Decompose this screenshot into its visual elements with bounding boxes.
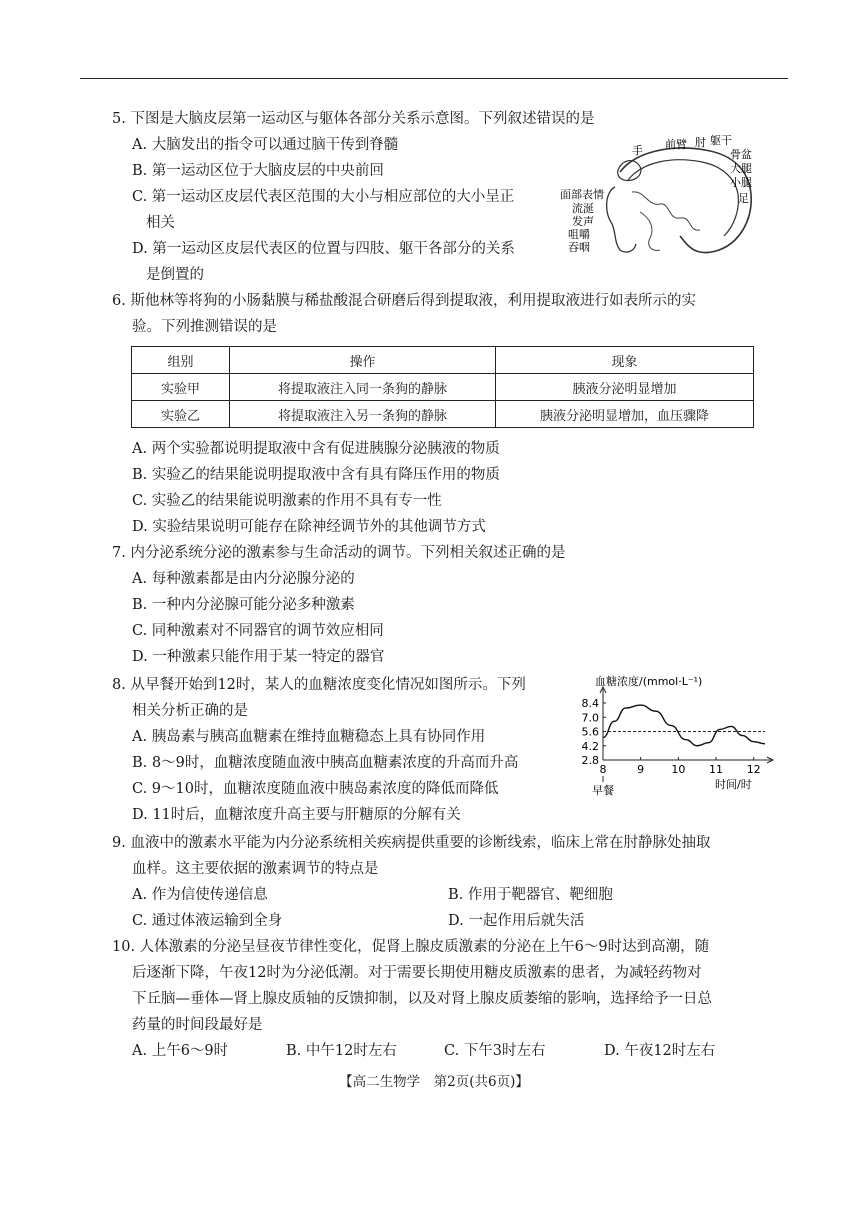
q10-option-c[interactable]: C. 下午3时左右 [444,1043,546,1059]
q7-option-c[interactable]: C. 同种激素对不同器官的调节效应相同 [132,623,384,639]
header-operation: 操作 [230,347,496,374]
question-6 [112,288,696,340]
q5-option-c[interactable]: C. 第一运动区皮层代表区范围的大小与相应部位的大小呈正 [132,189,515,205]
question-6-options [112,436,500,540]
header-rule [80,78,788,79]
q6-option-a[interactable]: A. 两个实验都说明提取液中含有促进胰腺分泌胰液的物质 [132,441,500,457]
label-elbow: 肘 [695,136,706,149]
x-tick-label: 12 [746,763,761,776]
table-cell: 实验乙 [132,401,230,428]
q5-option-d-cont: 是倒置的 [146,267,204,283]
q8-option-b[interactable]: B. 8～9时，血糖浓度随血液中胰高血糖素浓度的升高而升高 [132,755,519,771]
q8-stem-cont: 相关分析正确的是 [132,703,248,719]
q10-stem: 10. 人体激素的分泌呈昼夜节律性变化，促肾上腺皮质激素的分泌在上午6～9时达到高潮，随 [112,939,710,955]
q5-option-b[interactable]: B. 第一运动区位于大脑皮层的中央前回 [132,163,384,179]
q10-option-d[interactable]: D. 午夜12时左右 [604,1043,716,1059]
y-tick-label: 5.6 [581,725,599,739]
q5-option-c-cont: 相关 [146,215,175,231]
chart-xlabel: 时间/时 [715,778,752,791]
table-row [132,401,754,428]
q5-option-d[interactable]: D. 第一运动区皮层代表区的位置与四肢、躯干各部分的关系 [132,241,515,257]
q7-option-d[interactable]: D. 一种激素只能作用于某一特定的器官 [132,649,385,665]
label-salivation: 流涎 [572,202,594,215]
q8-option-c[interactable]: C. 9～10时，血糖浓度随血液中胰岛素浓度的降低而降低 [132,781,499,797]
q9-option-b[interactable]: B. 作用于靶器官、靶细胞 [448,887,613,903]
label-forearm: 前臂 [665,138,687,151]
q9-stem: 9. 血液中的激素水平能为内分泌系统相关疾病提供重要的诊断线索，临床上常在肘静脉处抽取 [112,835,711,851]
table-cell: 将提取液注入同一条狗的静脉 [230,374,496,401]
label-facial-expression: 面部表情 [560,188,604,201]
q9-option-c[interactable]: C. 通过体液运输到全身 [132,913,283,929]
q10-stem-cont-2: 下丘脑—垂体—肾上腺皮质轴的反馈抑制，以及对肾上腺皮质萎缩的影响，选择给予一日总 [132,991,712,1007]
cortex-inner [628,160,738,236]
label-swallowing: 吞咽 [568,241,590,254]
breakfast-annotation: 早餐 [592,784,614,797]
y-tick-label: 7.0 [581,711,599,725]
header-group: 组别 [132,347,230,374]
y-tick-label: 2.8 [581,754,599,767]
q7-option-b[interactable]: B. 一种内分泌腺可能分泌多种激素 [132,597,355,613]
label-hand: 手 [632,144,643,157]
q7-option-a[interactable]: A. 每种激素都是由内分泌腺分泌的 [132,571,355,587]
label-thigh: 大腿 [730,162,752,175]
q6-option-c[interactable]: C. 实验乙的结果能说明激素的作用不具有专一性 [132,493,442,509]
brain-folds [632,192,700,251]
page-footer: 【高二生物学 第2页(共6页)】 [339,1074,529,1090]
label-shank: 小腿 [730,176,752,189]
q8-option-a[interactable]: A. 胰岛素与胰高血糖素在维持血糖稳态上具有协同作用 [132,729,486,745]
glucose-curve [603,705,765,746]
table-cell: 实验甲 [132,374,230,401]
table-cell: 将提取液注入另一条狗的静脉 [230,401,496,428]
table-header-row [132,347,754,374]
q6-stem-cont: 验。下列推测错误的是 [132,319,277,335]
question-10 [112,934,715,1064]
label-chewing: 咀嚼 [568,228,590,241]
q10-stem-cont-1: 后逐渐下降，午夜12时为分泌低潮。对于需要长期使用糖皮质激素的患者，为减轻药物对 [132,965,702,981]
label-foot: 足 [738,192,749,205]
q10-option-a[interactable]: A. 上午6～9时 [132,1043,229,1059]
q10-option-b[interactable]: B. 中午12时左右 [286,1043,397,1059]
blood-glucose-chart [565,673,775,798]
x-tick-label: 10 [671,763,686,776]
table-row [132,374,754,401]
q9-stem-cont: 血样。这主要依据的激素调节的特点是 [132,861,379,877]
q5-stem: 5. 下图是大脑皮层第一运动区与躯体各部分关系示意图。下列叙述错误的是 [112,111,595,127]
q6-option-b[interactable]: B. 实验乙的结果能说明提取液中含有具有降压作用的物质 [132,467,500,483]
table-cell: 胰液分泌明显增加，血压骤降 [496,401,754,428]
header-phenomenon: 现象 [496,347,754,374]
label-phonation: 发声 [572,215,594,228]
q6-stem: 6. 斯他林等将狗的小肠黏膜与稀盐酸混合研磨后得到提取液，利用提取液进行如表所示的实 [112,293,696,309]
q9-option-a[interactable]: A. 作为信使传递信息 [132,887,268,903]
x-tick-label: 11 [709,763,724,776]
q10-stem-cont-3: 药量的时间段最好是 [132,1017,263,1033]
label-pelvis: 骨盆 [730,148,752,161]
q5-option-a[interactable]: A. 大脑发出的指令可以通过脑干传到脊髓 [132,137,399,153]
y-tick-label: 8.4 [581,697,599,710]
y-tick-label: 4.2 [581,739,599,753]
label-trunk: 躯干 [710,134,732,147]
q6-option-d[interactable]: D. 实验结果说明可能存在除神经调节外的其他调节方式 [132,519,486,535]
experiment-table [131,346,754,428]
x-tick-label: 9 [637,763,645,776]
face-shape [607,187,636,252]
chart-ylabel: 血糖浓度/(mmol·L⁻¹) [595,675,703,688]
q8-stem: 8. 从早餐开始到12时，某人的血糖浓度变化情况如图所示。下列 [112,677,526,693]
question-8 [112,672,526,828]
question-5 [112,106,594,288]
table-cell: 胰液分泌明显增加 [496,374,754,401]
motor-cortex-figure [560,132,775,262]
question-9 [112,830,710,934]
x-tick-label: 8 [599,763,607,776]
q9-option-d[interactable]: D. 一起作用后就失活 [448,913,585,929]
question-7 [112,540,565,670]
q7-stem: 7. 内分泌系统分泌的激素参与生命活动的调节。下列相关叙述正确的是 [112,545,566,561]
q8-option-d[interactable]: D. 11时后，血糖浓度升高主要与肝糖原的分解有关 [132,807,461,823]
